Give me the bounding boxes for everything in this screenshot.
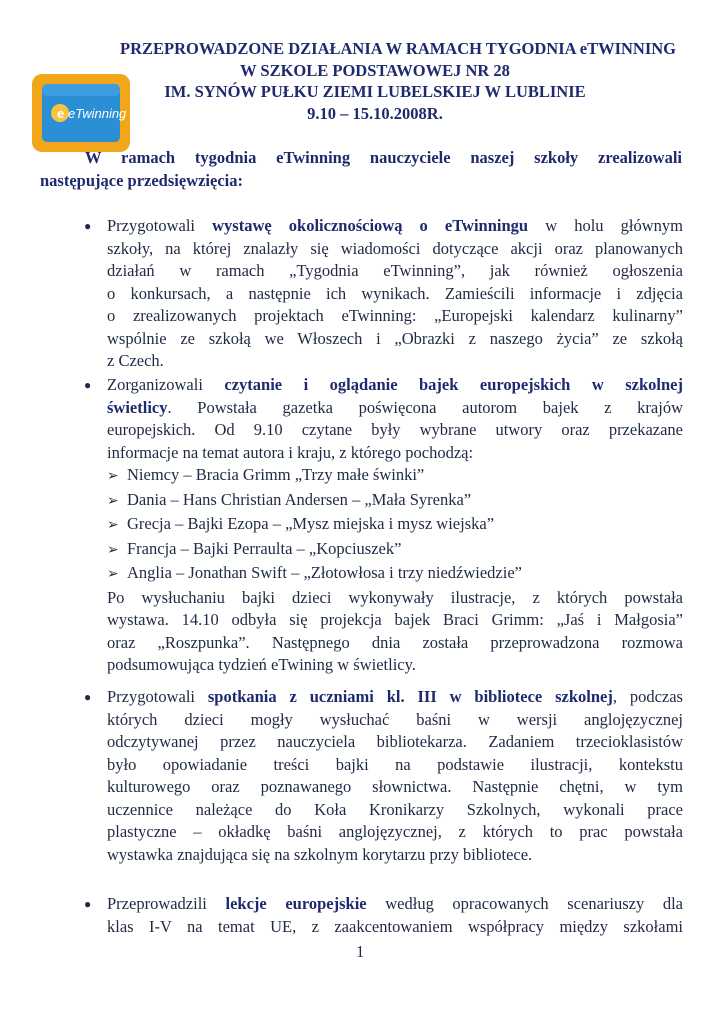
- svg-text:e: e: [57, 106, 65, 121]
- etwinning-logo: [30, 72, 132, 154]
- highlight-common-room: świetlicy: [107, 397, 168, 417]
- highlight-library: spotkania z uczniami kl. III w bibliotece szkolnej: [207, 687, 613, 706]
- logo-text: eTwinning: [68, 106, 127, 121]
- bullet-icon: ●: [84, 690, 92, 704]
- bullet-icon: ●: [84, 219, 92, 233]
- highlight-reading: czytanie i oglądanie bajek europejskich w szkolnej: [224, 375, 683, 394]
- arrow-bullet-icon: ➢: [107, 493, 119, 509]
- title-line-4: 9.10 – 15.10.2008R.: [307, 103, 443, 123]
- arrow-bullet-icon: ➢: [107, 542, 119, 558]
- bullet-item-exhibition: ● Przygotowali wystawę okolicznościową o eTwinningu w holu głównym szkoły, na której znalazły się wiadomości dotyczące akcji oraz planowanych działań w ramach „Tygodnia eTwinning”, jak również ogłoszenia o konkursach, a następnie ich wynikach. Zamieścili informacje i zdjęcia o zrealizowanych projektach eTwinning: „Europejski kalendarz kulinarny” wspólnie ze szkołą we Włoszech i „Obrazki z naszego życia” ze szkołą z Czech.: [84, 216, 683, 370]
- intro-line-1: W ramach tygodnia eTwinning nauczyciele naszej szkoły zrealizowali: [85, 148, 682, 167]
- highlight-lessons: lekcje europejskie: [225, 894, 367, 913]
- fairy-tale-list-item: ➢ Anglia – Jonathan Swift – „Złotowłosa i trzy niedźwiedzie”: [107, 562, 683, 587]
- bullet-item-reading: ● Zorganizowali czytanie i oglądanie bajek europejskich w szkolnej świetlicy. Powstała gazetka poświęcona autorom bajek z krajów europejskich. Od 9.10 czytane były wybrane utwory oraz przekazane informacje na temat autora i kraju, z którego pochodzą: ➢ Niemcy – Bracia Grimm „Trzy małe świnki” ➢ Dania – Hans Christian Andersen – „Mała Syrenka” ➢ Grecja – Bajki Ezopa – „Mysz miejska i mysz wiejska” ➢ Francja – Bajki Perraulta – „Kopciuszek” ➢ Anglia – Jonathan Swift – „Złotowłosa i trzy niedźwiedzie” Po wysłuchaniu bajki dzieci wykonywały ilustracje, z których powstała wystawa. 14.10 odbyła się projekcja bajek Braci Grimm: „Jaś i Małgosia” oraz „Roszpunka”. Następnego dnia została przeprowadzona rozmowa podsumowująca tydzień eTwining w świetlicy.: [84, 375, 683, 674]
- arrow-bullet-icon: ➢: [107, 469, 119, 484]
- title-line-2: W SZKOLE PODSTAWOWEJ NR 28: [240, 60, 510, 80]
- intro-paragraph: [40, 146, 682, 192]
- arrow-bullet-icon: ➢: [107, 567, 119, 582]
- page-number: 1: [356, 942, 365, 961]
- title-line-1: PRZEPROWADZONE DZIAŁANIA W RAMACH TYGODNIA eTWINNING: [120, 39, 677, 58]
- bullet-item-library-meetings: ● Przygotowali spotkania z uczniami kl. III w bibliotece szkolnej, podczas których dzieci mogły wysłuchać baśni w wersji anglojęzycznej odczytywanej przez nauczyciela bibliotekarza. Zadaniem trzecioklasistów było opowiadanie treści bajki na podstawie ilustracji, kontekstu kulturowego oraz poznawanego słownictwa. Następnie chętni, w tym uczennice należące do Koła Kronikarzy Szkolnych, wykonali prace plastyczne – okładkę baśni anglojęzycznej, z których to prac powstała wystawka znajdująca się na szkolnym korytarzu przy bibliotece.: [84, 687, 683, 864]
- fairy-tale-list-item: ➢ Francja – Bajki Perraulta – „Kopciuszek”: [107, 538, 683, 563]
- bullet-item-european-lessons: ● Przeprowadzili lekcje europejskie według opracowanych scenariuszy dla klas I-V na temat UE, z zaakcentowaniem współpracy między szkołami: [84, 894, 683, 936]
- intro-line-2: następujące przedsięwzięcia:: [40, 171, 243, 190]
- bullet-icon: ●: [84, 378, 92, 392]
- title-line-3: IM. SYNÓW PUŁKU ZIEMI LUBELSKIEJ W LUBLINIE: [164, 82, 586, 101]
- document-title: [120, 38, 677, 124]
- highlight-exhibition: wystawę okolicznościową o eTwinningu: [212, 216, 529, 235]
- bullet-icon: ●: [84, 897, 92, 911]
- fairy-tale-list-item: ➢ Dania – Hans Christian Andersen – „Mała Syrenka”: [107, 489, 683, 514]
- fairy-tale-list-item: ➢ Niemcy – Bracia Grimm „Trzy małe świnki”: [107, 464, 683, 489]
- fairy-tale-list-item: ➢ Grecja – Bajki Ezopa – „Mysz miejska i mysz wiejska”: [107, 513, 683, 538]
- arrow-bullet-icon: ➢: [107, 518, 119, 533]
